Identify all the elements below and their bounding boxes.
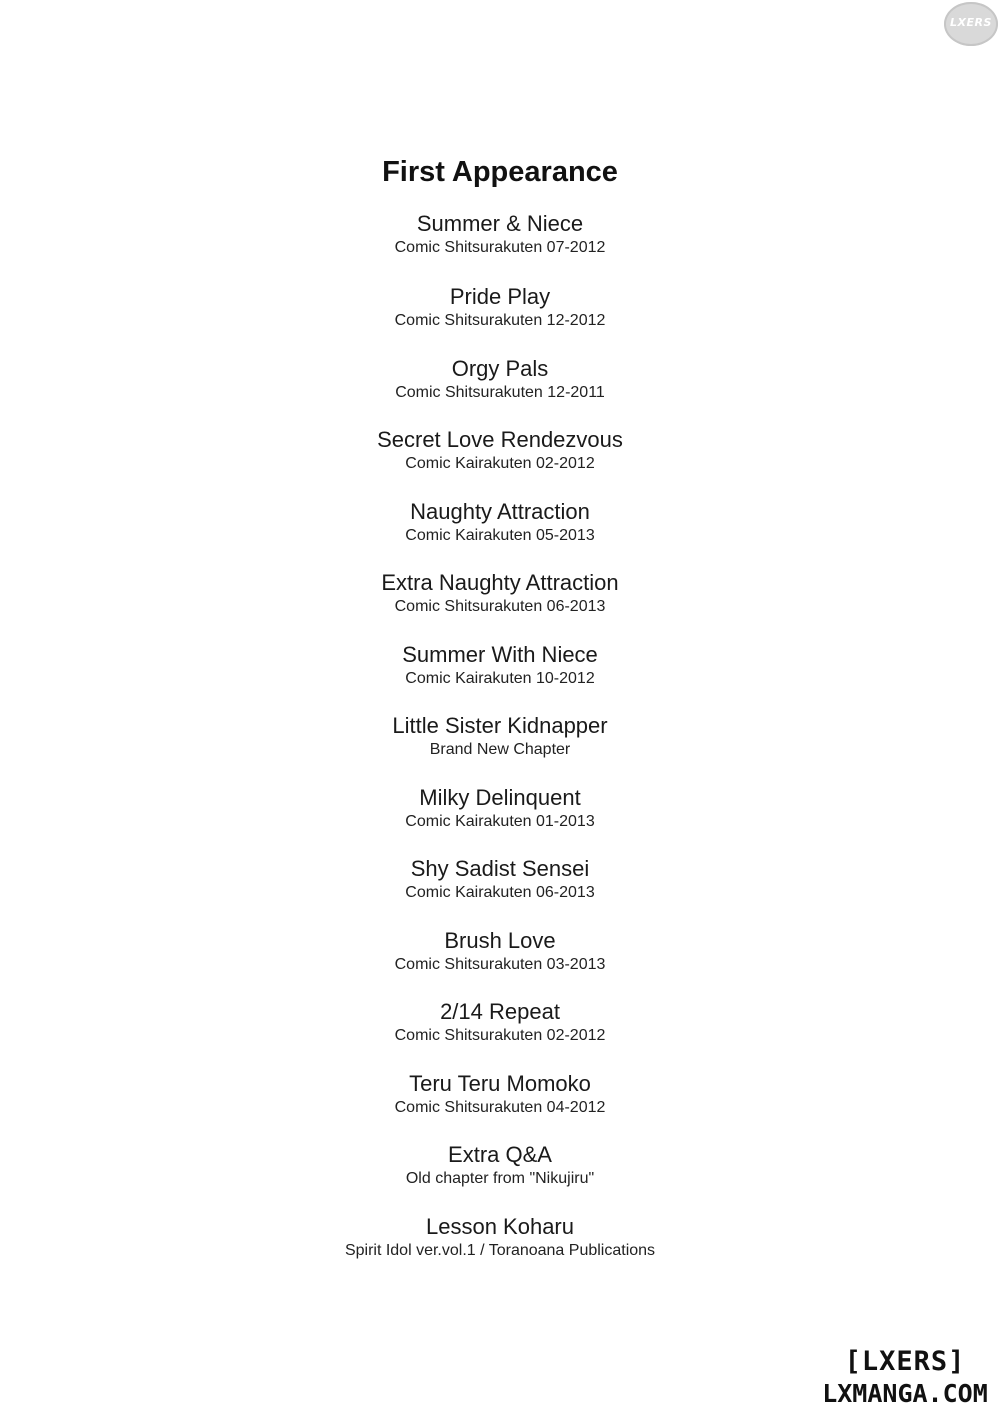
entry-source: Comic Kairakuten 01-2013 bbox=[405, 813, 595, 830]
entry-source: Comic Kairakuten 10-2012 bbox=[405, 670, 595, 687]
list-item bbox=[0, 499, 1000, 547]
list-item bbox=[0, 211, 1000, 259]
entry-source: Comic Shitsurakuten 03-2013 bbox=[394, 956, 606, 973]
entry-title: Pride Play bbox=[449, 284, 551, 309]
list-item bbox=[0, 999, 1000, 1047]
list-item bbox=[0, 1071, 1000, 1119]
page-title: First Appearance bbox=[382, 156, 618, 188]
entry-title: Lesson Koharu bbox=[426, 1214, 574, 1239]
entry-title: Summer & Niece bbox=[416, 211, 584, 236]
entry-title: Milky Delinquent bbox=[419, 785, 581, 810]
entry-title: Extra Q&A bbox=[448, 1142, 552, 1167]
entry-source: Comic Shitsurakuten 02-2012 bbox=[394, 1027, 606, 1044]
list-item bbox=[0, 856, 1000, 904]
list-item bbox=[0, 427, 1000, 475]
entry-source: Comic Shitsurakuten 04-2012 bbox=[394, 1099, 606, 1116]
entry-source: Old chapter from "Nikujiru" bbox=[405, 1170, 595, 1187]
list-item bbox=[0, 570, 1000, 618]
entry-title: Teru Teru Momoko bbox=[409, 1071, 591, 1096]
entry-source: Comic Shitsurakuten 07-2012 bbox=[394, 239, 606, 256]
list-item bbox=[0, 284, 1000, 332]
list-item bbox=[0, 1214, 1000, 1262]
entry-title: Extra Naughty Attraction bbox=[381, 570, 619, 595]
list-item bbox=[0, 1142, 1000, 1190]
entry-title: Little Sister Kidnapper bbox=[392, 713, 608, 738]
entry-title: Secret Love Rendezvous bbox=[377, 427, 623, 452]
list-item bbox=[0, 785, 1000, 833]
watermark-line-1: [LXERS] bbox=[844, 1346, 966, 1377]
watermark-line-2: LXMANGA.COM bbox=[822, 1379, 988, 1408]
entry-title: Brush Love bbox=[444, 928, 556, 953]
watermark-badge-text: LXERS bbox=[950, 16, 992, 29]
entry-source: Comic Shitsurakuten 06-2013 bbox=[394, 598, 606, 615]
entry-source: Brand New Chapter bbox=[429, 741, 571, 758]
entry-source: Comic Kairakuten 06-2013 bbox=[405, 884, 595, 901]
entry-source: Comic Shitsurakuten 12-2011 bbox=[395, 384, 605, 401]
entry-source: Comic Shitsurakuten 12-2012 bbox=[394, 312, 606, 329]
list-item bbox=[0, 356, 1000, 404]
entry-title: Naughty Attraction bbox=[410, 499, 590, 524]
entry-title: 2/14 Repeat bbox=[440, 999, 560, 1024]
watermark-badge bbox=[944, 2, 998, 46]
list-item bbox=[0, 642, 1000, 690]
list-item bbox=[0, 928, 1000, 976]
entry-title: Orgy Pals bbox=[451, 356, 549, 381]
entry-source: Spirit Idol ver.vol.1 / Toranoana Publications bbox=[344, 1242, 656, 1259]
entry-title: Shy Sadist Sensei bbox=[410, 856, 590, 881]
entry-source: Comic Kairakuten 05-2013 bbox=[405, 527, 595, 544]
site-watermark bbox=[820, 1346, 990, 1410]
entry-source: Comic Kairakuten 02-2012 bbox=[405, 455, 595, 472]
entry-title: Summer With Niece bbox=[402, 642, 598, 667]
list-item bbox=[0, 713, 1000, 761]
